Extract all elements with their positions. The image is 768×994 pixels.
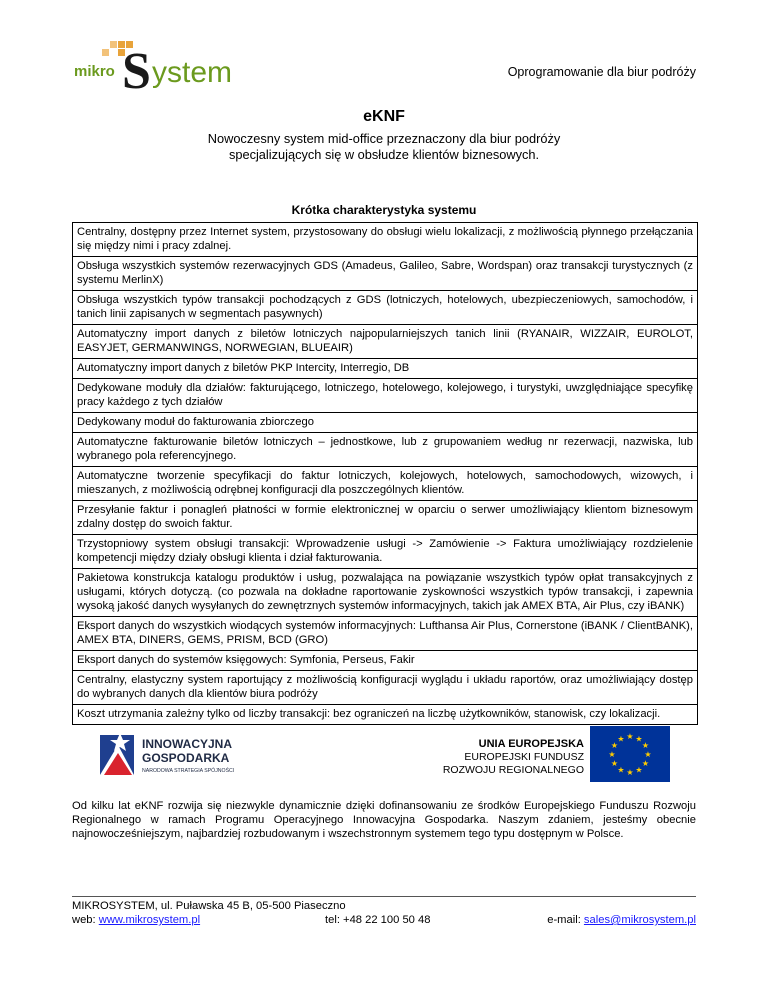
subtitle-line: specjalizujących się w obsłudze klientów biznesowych. [228,147,540,162]
mikrosystem-logo [72,38,250,94]
footer-web-label: web: [72,914,99,926]
innowacyjna-gospodarka-logo [98,731,273,779]
footer-phone: tel: +48 22 100 50 48 [325,914,431,926]
header-tagline: Oprogramowanie dla biur podróży [507,65,696,79]
feature-row: Centralny, dostępny przez Internet system, przystosowany do obsługi wielu lokalizacji, z możliwością płynnego przełączania się między nimi i pracy zdalnej. [73,223,697,257]
svg-text:S: S [122,43,151,94]
svg-text:★: ★ [626,768,634,777]
page-subtitle [0,131,768,163]
svg-text:★: ★ [608,750,616,759]
section-heading: Krótka charakterystyka systemu [291,203,477,217]
svg-text:★: ★ [610,741,619,750]
svg-text:★: ★ [641,759,650,768]
svg-text:★: ★ [635,734,643,744]
funding-paragraph: Od kilku lat eKNF rozwija się niezwykle dynamicznie dzięki dofinansowaniu ze środków Europejskiego Funduszu Rozwoju Regionalnego w ramach Programu Operacyjnego Innowacyjna Gospodarka. Naszym zdaniem, jesteśmy obecnie najnowocześniejszym, najbardziej rozbudowanym i wszechstronnym systemem tego typu dostępnym w Polsce. [72,800,696,840]
svg-text:★: ★ [610,759,619,768]
eu-flag-icon [590,726,670,782]
eu-logo-line: UNIA EUROPEJSKA [478,738,584,750]
svg-text:mikro: mikro [74,63,115,80]
feature-row: Centralny, elastyczny system raportujący z możliwością konfiguracji wyglądu i układu raportów, oraz umożliwiający dostęp do wybranych danych dla klientów biura podróży [73,671,697,705]
footer [72,899,696,927]
feature-row: Automatyczne fakturowanie biletów lotniczych – jednostkowe, lub z grupowaniem według nr rezerwacji, nazwiska, lub wybranego pola referencyjnego. [73,433,697,467]
web-link[interactable]: www.mikrosystem.pl [98,914,201,926]
feature-row: Automatyczny import danych z biletów PKP Intercity, Interregio, DB [73,359,697,379]
feature-row: Pakietowa konstrukcja katalogu produktów i usług, pozwalająca na powiązanie wszystkich typów opłat transakcyjnych z usługami, których dotyczą. (co pozwala na dokładne raportowanie zyskowności wszystkich typów transakcji, i zapewnia wysoką jakość danych wysyłanych do zewnętrznych systemów informacyjnych, takich jak AMEX BTA, Air Plus, czy iBANK) [73,569,697,617]
feature-row: Eksport danych do systemów księgowych: Symfonia, Perseus, Fakir [73,651,697,671]
email-link[interactable]: sales@mikrosystem.pl [583,914,696,926]
subtitle-line: Nowoczesny system mid-office przeznaczony dla biur podróży [207,131,561,146]
svg-text:★: ★ [626,732,634,741]
eu-logo [430,726,670,784]
feature-row: Obsługa wszystkich typów transakcji pochodzących z GDS (lotniczych, hotelowych, ubezpieczeniowych, samochodów, i tanich linii zapisanych w segmentach pasywnych) [73,291,697,325]
page-title: eKNF [363,108,405,125]
feature-row: Przesyłanie faktur i ponagleń płatności w formie elektronicznej w oparciu o serwer umożliwiający klientom biznesowym zdalny dostęp do swoich faktur. [73,501,697,535]
feature-row: Dedykowany moduł do fakturowania zbiorczego [73,413,697,433]
eu-logo-text [443,738,584,777]
eu-logo-line: EUROPEJSKI FUNDUSZ [464,751,584,763]
svg-text:★: ★ [635,765,643,775]
eu-logo-line: ROZWOJU REGIONALNEGO [442,764,584,776]
feature-row: Automatyczne tworzenie specyfikacji do faktur lotniczych, kolejowych, hotelowych, samochodowych, wizowych, i mieszanych, z możliwością odrębnej konfiguracji dla poszczególnych klientów. [73,467,697,501]
ig-logo-line: INNOWACYJNA [142,737,233,751]
feature-row: Obsługa wszystkich systemów rezerwacyjnych GDS (Amadeus, Galileo, Sabre, Wordspan) oraz transakcji turystycznych (z systemu MerlinX) [73,257,697,291]
feature-row: Automatyczny import danych z biletów lotniczych najpopularniejszych tanich linii (RYANAIR, WIZZAIR, EUROLOT, EASYJET, GERMANWINGS, NORWEGIAN, BLUEAIR) [73,325,697,359]
svg-text:★: ★ [617,734,625,744]
feature-row: Dedykowane moduły dla działów: fakturującego, lotniczego, hotelowego, kolejowego, i turystyki, uwzględniające specyfikę pracy każdego z tych działów [73,379,697,413]
features-table [72,222,698,725]
svg-text:★: ★ [641,741,650,750]
feature-row: Eksport danych do wszystkich wiodących systemów informacyjnych: Lufthansa Air Plus, Cornerstone (iBANK / ClientBANK), AMEX BTA, DINERS, GEMS, PRISM, BCD (GRO) [73,617,697,651]
footer-address: MIKROSYSTEM, ul. Puławska 45 B, 05-500 Piaseczno [72,900,346,912]
svg-text:★: ★ [617,765,625,775]
ig-logo-line: GOSPODARKA [142,751,230,765]
ig-logo-line: NARODOWA STRATEGIA SPÓJNOŚCI [142,768,235,774]
footer-divider [72,896,696,897]
footer-contact-row [72,913,696,927]
feature-row: Trzystopniowy system obsługi transakcji: Wprowadzenie usługi -> Zamówienie -> Faktura umożliwiający rozdzielenie kompetencji między działy obsługi klienta i dział fakturowania. [73,535,697,569]
svg-text:ystem: ystem [152,56,233,89]
svg-text:★: ★ [644,750,652,759]
footer-email-label: e-mail: [547,914,584,926]
feature-row: Koszt utrzymania zależny tylko od liczby transakcji: bez ograniczeń na liczbę użytkowników, stanowisk, czy lokalizacji. [77,708,661,720]
